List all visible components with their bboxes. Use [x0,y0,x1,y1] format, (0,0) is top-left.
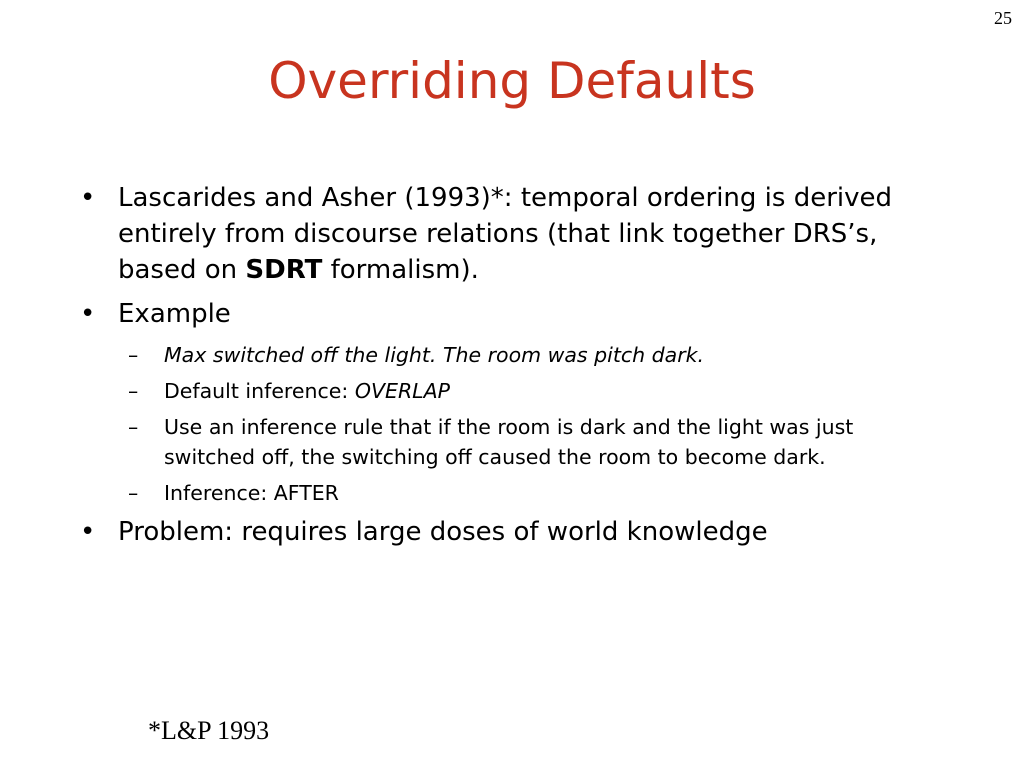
bullet-bold-term: SDRT [245,255,323,285]
slide-content [78,180,948,558]
sub-item-italic-term: OVERLAP [354,379,450,403]
bullet-icon: • [80,299,96,329]
dash-icon: – [128,415,139,439]
sub-item-text: Inference: AFTER [164,481,339,505]
bullet-problem [78,514,948,550]
sub-item-inference-rule [78,412,948,472]
sub-item-example-sentence [78,340,948,370]
bullet-text: Example [118,299,231,329]
dash-icon: – [128,379,139,403]
sub-item-text: Max switched off the light. The room was pitch dark. [164,343,705,367]
sub-item-inference-after [78,478,948,508]
dash-icon: – [128,343,139,367]
sub-item-default-inference [78,376,948,406]
bullet-example [78,296,948,332]
sub-item-text: Default inference: [164,379,355,403]
bullet-text: Problem: requires large doses of world knowledge [118,517,768,547]
bullet-text-end: formalism). [322,255,479,285]
slide-number: 25 [994,8,1012,28]
slide-title: Overriding Defaults [268,52,756,110]
dash-icon: – [128,481,139,505]
bullet-icon: • [80,517,96,547]
bullet-icon: • [80,183,96,213]
sub-item-text: Use an inference rule that if the room is dark and the light was just switched off, the switching off caused the room to become dark. [164,415,854,469]
bullet-text: Lascarides and Asher (1993)*: temporal ordering is derived entirely from discourse relations (that link together DRS’s, based on [118,183,893,285]
footnote: *L&P 1993 [148,716,270,745]
bullet-lascarides [78,180,948,288]
